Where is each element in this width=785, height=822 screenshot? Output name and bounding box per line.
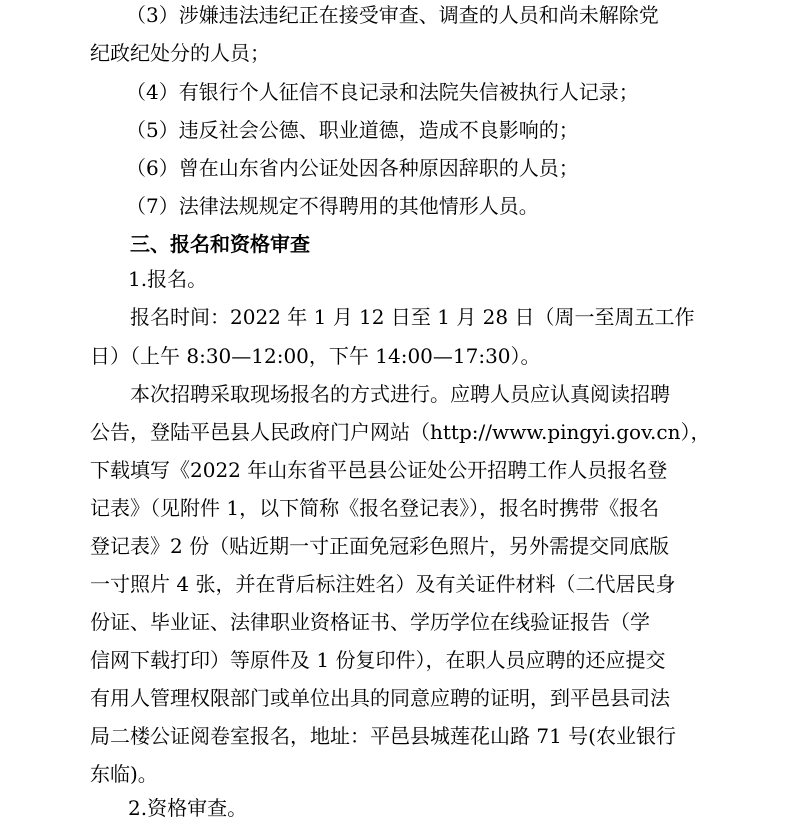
list-item-4: （4）有银行个人征信不良记录和法院失信被执行人记录； [126,80,639,104]
paragraph-line-3: 下载填写《2022 年山东省平邑县公证处公开招聘工作人员报名登 [90,458,668,482]
paragraph-line-11: 东临)。 [90,762,158,786]
paragraph-line-9: 有用人管理权限部门或单位出具的同意应聘的证明，到平邑县司法 [90,686,670,710]
section-heading: 三、报名和资格审查 [130,232,310,256]
paragraph-line-1: 本次招聘采取现场报名的方式进行。应聘人员应认真阅读招聘 [130,382,670,406]
paragraph-line-4: 记表》（见附件 1，以下简称《报名登记表》），报名时携带《报名 [90,496,660,520]
paragraph-line-10: 局二楼公证阅卷室报名，地址：平邑县城莲花山路 71 号(农业银行 [90,724,676,748]
subsection-heading-registration: 1.报名。 [128,267,208,291]
list-item-3-line-1: （3）涉嫌违法违纪正在接受审查、调查的人员和尚未解除党 [126,3,659,27]
registration-time-line-1: 报名时间：2022 年 1 月 12 日至 1 月 28 日（周一至周五工作 [130,305,695,329]
list-item-5: （5）违反社会公德、职业道德，造成不良影响的； [126,118,579,142]
list-item-3-line-2: 纪政纪处分的人员； [90,41,270,65]
list-item-6: （6）曾在山东省内公证处因各种原因辞职的人员； [126,156,579,180]
list-item-7: （7）法律法规规定不得聘用的其他情形人员。 [126,194,539,218]
registration-time-line-2: 日）（上午 8:30—12:00，下午 14:00—17:30）。 [90,344,541,368]
paragraph-line-8: 信网下载打印）等原件及 1 份复印件），在职人员应聘的还应提交 [90,648,666,672]
paragraph-line-7: 份证、毕业证、法律职业资格证书、学历学位在线验证报告（学 [90,610,650,634]
subsection-heading-qualification: 2.资格审查。 [128,796,248,820]
paragraph-line-5: 登记表》2 份（贴近期一寸正面免冠彩色照片，另外需提交同底版 [90,534,670,558]
paragraph-line-6: 一寸照片 4 张，并在背后标注姓名）及有关证件材料（二代居民身 [90,572,676,596]
paragraph-line-2: 公告，登陆平邑县人民政府门户网站（http://www.pingyi.gov.cn）， [90,420,711,444]
